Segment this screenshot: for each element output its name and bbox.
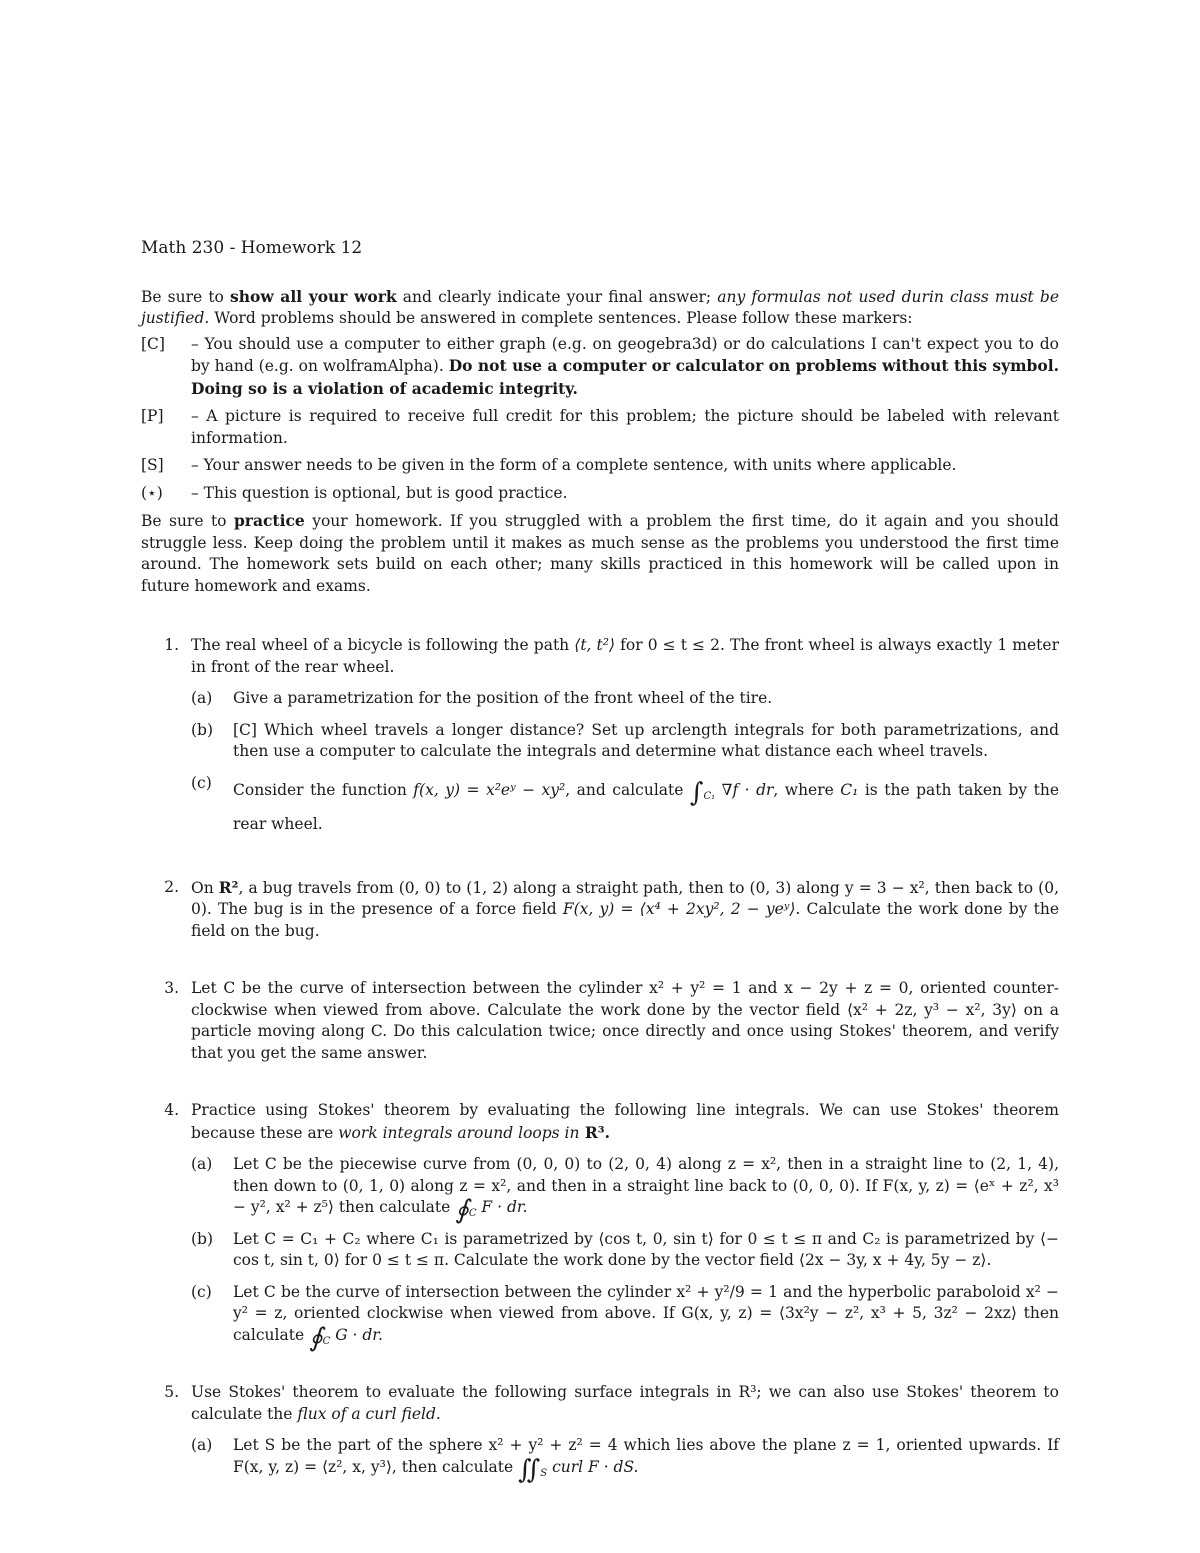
marker-desc: – A picture is required to receive full credit for this problem; the picture should be labeled with relevant information. <box>191 407 1059 447</box>
marker-item <box>141 455 1059 477</box>
problem-part <box>191 1229 1059 1272</box>
part-text-span: Let S be the part of the sphere x² + y² + z² = 4 which lies above the plane z = 1, oriented upwards. If F(x, y, z) = ⟨z², x, y³⟩, then calculate <box>233 1436 1059 1476</box>
problem-4 <box>141 1100 1059 1353</box>
statement-text: . Calculate the work done by the field on the bug. <box>191 900 1059 940</box>
practice-paragraph <box>141 510 1059 597</box>
intro-text: Be sure to <box>141 287 231 306</box>
problem-body <box>191 978 1059 1064</box>
problem-number-label: 4. <box>164 1101 179 1119</box>
problem-number <box>141 877 191 943</box>
part-text: Give a parametrization for the position of the front wheel of the tire. <box>233 689 773 707</box>
marker-desc <box>191 334 1059 401</box>
marker-item <box>141 406 1059 449</box>
problem-5 <box>141 1382 1059 1485</box>
statement-text: On <box>191 878 219 897</box>
marker-tag: [S] <box>141 456 164 474</box>
part-label: (b) <box>191 720 214 739</box>
integral-subscript: C <box>468 1208 477 1220</box>
math-expr: R³. <box>579 1122 610 1142</box>
integral-subscript: C <box>322 1335 331 1347</box>
statement-italic: work integrals around loops in <box>338 1123 580 1142</box>
practice-emphasis: practice <box>233 511 305 530</box>
problem-1 <box>141 635 1059 841</box>
problem-statement <box>191 635 1059 678</box>
problem-statement <box>191 877 1059 943</box>
marker-tag: (⋆) <box>141 483 163 502</box>
math-expr: F(x, y) = ⟨x⁴ + 2xy², 2 − yeʸ⟩ <box>562 900 796 918</box>
math-expr: f(x, y) = x²eʸ − xy² <box>413 780 566 799</box>
integral-symbol: ∫ <box>689 777 704 808</box>
problem-number-label: 5. <box>164 1383 179 1401</box>
problem-part <box>191 1154 1059 1225</box>
part-text <box>233 1435 1059 1485</box>
math-expr: G · dr. <box>335 1325 383 1344</box>
math-expr: C₁ <box>840 780 859 799</box>
problem-body <box>191 877 1059 943</box>
problem-number <box>141 1100 191 1346</box>
marker-tag: [C] <box>141 334 165 353</box>
problem-number-label: 3. <box>164 979 179 997</box>
part-label: (a) <box>191 1155 213 1173</box>
problem-number <box>141 635 191 841</box>
problem-part <box>191 1282 1059 1353</box>
part-text: [C] Which wheel travels a longer distance? Set up arclength integrals for both parametrizations, and then use a computer to calculate the integrals and determine what distance each wheel travels. <box>233 720 1059 760</box>
part-label: (c) <box>191 1282 212 1301</box>
problem-statement <box>191 1100 1059 1144</box>
marker-warning: Do not use a computer or calculator on problems without this symbol. Doing so is a violation of academic integrity. <box>191 356 1059 398</box>
part-label: (a) <box>191 689 213 707</box>
part-text <box>233 1154 1059 1225</box>
marker-text: – You should use a computer to either graph (e.g. on geogebra3d) or do calculations I can't expect you to do by hand (e.g. on wolframAlpha). <box>191 334 1059 375</box>
marker-item <box>141 483 1059 505</box>
intro-text: and clearly indicate your final answer; <box>396 287 718 306</box>
math-expr: R² <box>218 877 239 897</box>
statement-text: Use Stokes' theorem to evaluate the following surface integrals in R³; we can also use Stokes' theorem to calculate the <box>191 1383 1059 1423</box>
intro-paragraph <box>141 286 1059 330</box>
math-expr: curl F · dS. <box>552 1457 639 1476</box>
part-text-span: Let C be the piecewise curve from (0, 0, 0) to (2, 0, 4) along z = x², then in a straight line to (2, 1, 4), then down to (0, 1, 0) along z = x², and then in a straight line back to (0, 0, 0). If F(x, y, z) = ⟨eˣ + z², x³ − y², x² + z⁵⟩ then calculate <box>233 1155 1059 1216</box>
marker-tag: [P] <box>141 407 164 425</box>
intro-emphasis: show all your work <box>230 286 397 306</box>
integral-subscript: C₁ <box>703 790 716 802</box>
page-title: Math 230 - Homework 12 <box>141 238 363 258</box>
math-expr: F · dr. <box>481 1198 528 1216</box>
part-text-span: is the path taken by the rear wheel. <box>233 780 1059 833</box>
problem-part <box>191 1435 1059 1485</box>
problem-statement: Let C be the curve of intersection between the cylinder x² + y² = 1 and x − 2y + z = 0, oriented counter-clockwise when viewed from above. Calculate the work done by the vector field ⟨x² + 2z, y³ − x², 3y⟩ on a particle moving along C. Do this calculation twice; once directly and once using Stokes' theorem, and verify that you get the same answer. <box>191 979 1059 1062</box>
problem-statement <box>191 1382 1059 1425</box>
part-label: (b) <box>191 1229 214 1248</box>
math-expr: ∇f · dr <box>721 780 774 799</box>
part-text-span: , where <box>773 780 841 799</box>
problem-body <box>191 635 1059 841</box>
contour-integral-symbol: ∮ <box>309 1322 323 1353</box>
problem-part <box>191 688 1059 710</box>
part-text <box>233 1282 1059 1353</box>
part-label: (c) <box>191 773 212 792</box>
statement-text: The real wheel of a bicycle is following the path <box>191 636 575 654</box>
problem-number <box>141 978 191 1064</box>
marker-item <box>141 334 1059 401</box>
practice-text: your homework. If you struggled with a problem the first time, do it again and you should struggle less. Keep doing the problem until it makes as much sense as the problems you understood the first time around. The homework sets build on each other; many skills practiced in this homework will be called upon in future homework and exams. <box>141 512 1059 595</box>
problem-part <box>191 720 1059 763</box>
statement-text: , a bug travels from (0, 0) to (1, 2) along a straight path, then to (0, 3) along y = 3 − x², then back to (0, 0). The bug is in the presence of a force field <box>191 878 1060 918</box>
integral-subscript: S <box>540 1467 548 1479</box>
part-text-span: , and calculate <box>565 780 690 799</box>
practice-text: Be sure to <box>141 512 234 530</box>
part-text: Let C = C₁ + C₂ where C₁ is parametrized by ⟨cos t, 0, sin t⟩ for 0 ≤ t ≤ π and C₂ is parametrized by ⟨− cos t, sin t, 0⟩ for 0 ≤ t ≤ π. Calculate the work done by the vector field ⟨2x − 3y, x + 4y, 5y − z⟩. <box>233 1229 1059 1269</box>
statement-text: Practice using Stokes' theorem by evaluating the following line integrals. We can use Stokes' theorem because these are <box>191 1101 1059 1142</box>
problem-body <box>191 1382 1059 1485</box>
problem-part <box>191 773 1059 841</box>
math-expr: ⟨t, t²⟩ <box>574 636 616 654</box>
problem-body <box>191 1100 1059 1353</box>
statement-italic: flux of a curl field. <box>297 1404 441 1423</box>
part-text <box>233 773 1059 841</box>
problem-number-label: 2. <box>164 877 179 896</box>
marker-desc: – This question is optional, but is good practice. <box>191 483 568 502</box>
double-integral-symbol: ∬ <box>518 1454 541 1485</box>
part-text-span: Let C be the curve of intersection between the cylinder x² + y²/9 = 1 and the hyperbolic paraboloid x² − y² = z, oriented clockwise when viewed from above. If G(x, y, z) = ⟨3x²y − z², x³ + 5, 3z² − 2xz⟩ then calculate <box>233 1282 1059 1344</box>
intro-italic: any formulas not used durin class must be justified. <box>141 287 1059 327</box>
problem-2 <box>141 877 1059 943</box>
problem-3 <box>141 978 1059 1064</box>
contour-integral-symbol: ∮ <box>455 1195 469 1225</box>
problem-number-label: 1. <box>164 636 179 654</box>
part-label: (a) <box>191 1436 213 1454</box>
problem-number <box>141 1382 191 1478</box>
document-body <box>141 238 1060 1485</box>
statement-text: for 0 ≤ t ≤ 2. The front wheel is always exactly 1 meter in front of the rear wheel. <box>191 636 1059 676</box>
part-text-span: Consider the function <box>233 780 414 799</box>
intro-text: Word problems should be answered in complete sentences. Please follow these markers: <box>209 309 913 327</box>
marker-desc: – Your answer needs to be given in the form of a complete sentence, with units where applicable. <box>191 456 957 474</box>
